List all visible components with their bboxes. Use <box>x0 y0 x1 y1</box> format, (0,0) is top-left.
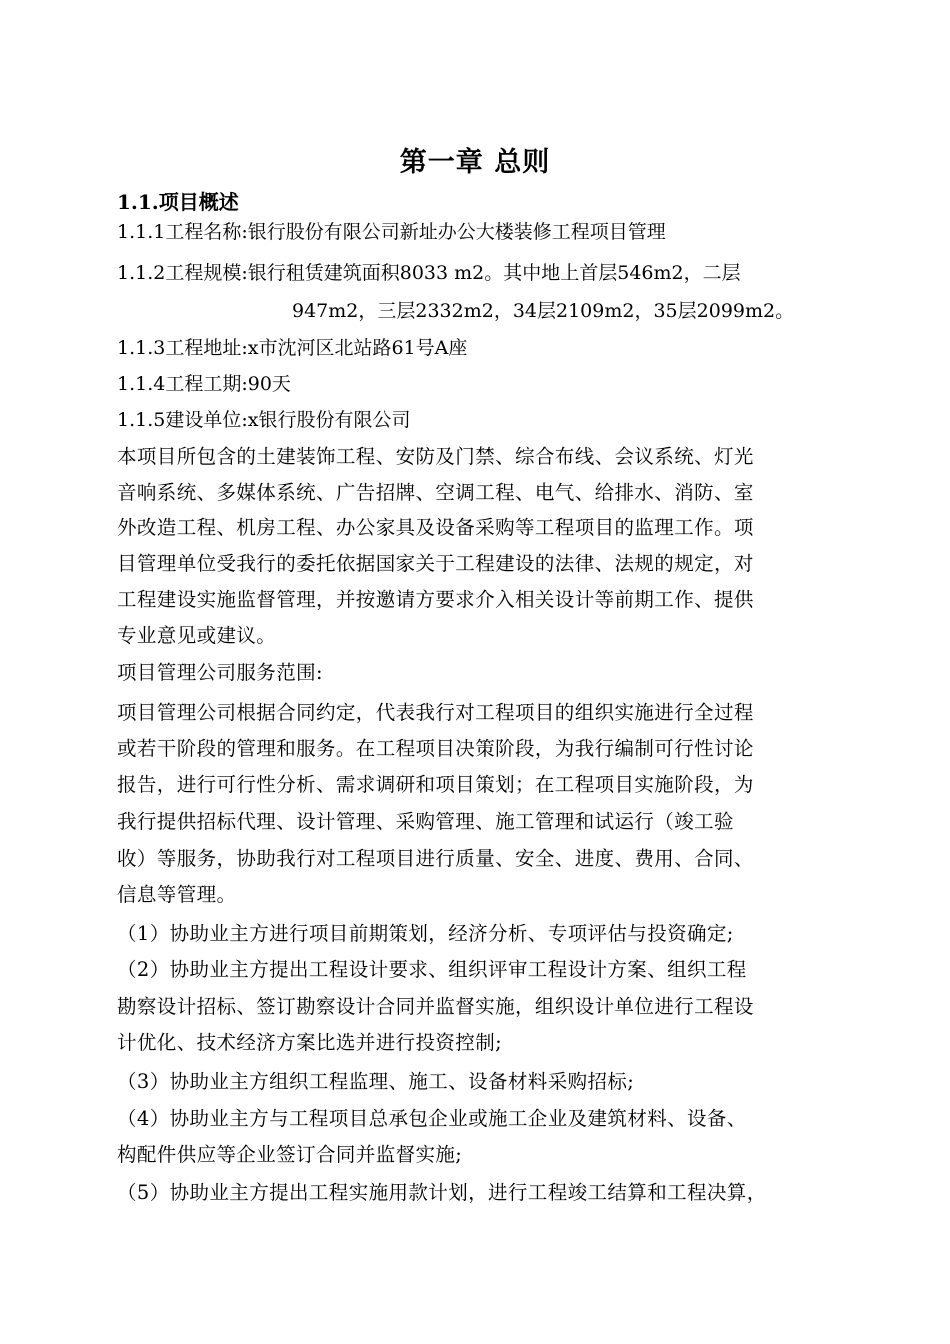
field-construction-unit <box>117 404 410 436</box>
body-line: 勘察设计招标、签订勘察设计合同并监督实施，组织设计单位进行工程设 <box>117 995 754 1018</box>
field-project-name <box>117 216 666 248</box>
body-line: （1）协助业主方进行项目前期策划，经济分析、专项评估与投资确定; <box>117 922 734 945</box>
field-value: 银行股份有限公司新址办公大楼装修工程项目管理 <box>247 221 666 243</box>
body-line: 目管理单位受我行的委托依据国家关于工程建设的法律、法规的规定，对 <box>117 552 754 575</box>
field-value: 90天 <box>247 373 291 395</box>
field-project-address <box>117 332 467 364</box>
field-label: 1.1.3工程地址: <box>117 337 248 359</box>
field-label: 1.1.4工程工期: <box>117 373 248 395</box>
field-label: 1.1.2工程规模: <box>117 262 248 284</box>
field-value: x银行股份有限公司 <box>247 409 411 431</box>
body-line: 外改造工程、机房工程、办公家具及设备采购等工程项目的监理工作。项 <box>117 516 754 539</box>
field-value: x市沈河区北站路61号A座 <box>247 337 468 359</box>
chapter-title: 第一章 总则 <box>399 147 551 178</box>
body-line: 或若干阶段的管理和服务。在工程项目决策阶段，为我行编制可行性讨论 <box>117 737 754 760</box>
field-label: 1.1.5建设单位: <box>117 409 248 431</box>
body-line: 信息等管理。 <box>117 883 237 906</box>
section-title: 1.1.项目概述 <box>117 190 239 214</box>
field-project-scale <box>117 257 741 289</box>
body-line: 报告，进行可行性分析、需求调研和项目策划；在工程项目实施阶段，为 <box>117 773 754 796</box>
field-value: 银行租赁建筑面积8033 m2。其中地上首层546m2，二层 <box>247 262 741 284</box>
field-value-continuation: 947m2，三层2332m2，34层2109m2，35层2099m2。 <box>292 300 795 322</box>
body-line: 计优化、技术经济方案比选并进行投资控制; <box>117 1031 503 1054</box>
body-line: 专业意见或建议。 <box>117 624 277 647</box>
body-line: （3）协助业主方组织工程监理、施工、设备材料采购招标; <box>117 1070 635 1093</box>
body-line: 项目管理公司根据合同约定，代表我行对工程项目的组织实施进行全过程 <box>117 701 754 724</box>
body-line: （4）协助业主方与工程项目总承包企业或施工企业及建筑材料、设备、 <box>117 1107 747 1130</box>
body-line: 本项目所包含的土建装饰工程、安防及门禁、综合布线、会议系统、灯光 <box>117 445 754 468</box>
body-line: 我行提供招标代理、设计管理、采购管理、施工管理和试运行（竣工验 <box>117 810 734 833</box>
body-line: 收）等服务，协助我行对工程项目进行质量、安全、进度、费用、合同、 <box>117 847 754 870</box>
body-line: 项目管理公司服务范围: <box>117 661 323 684</box>
body-line: 音响系统、多媒体系统、广告招牌、空调工程、电气、给排水、消防、室 <box>117 481 754 504</box>
body-line: 工程建设实施监督管理，并按邀请方要求介入相关设计等前期工作、提供 <box>117 588 754 611</box>
body-line: （5）协助业主方提出工程实施用款计划，进行工程竣工结算和工程决算， <box>117 1181 767 1204</box>
field-project-duration <box>117 368 291 400</box>
field-label: 1.1.1工程名称: <box>117 221 248 243</box>
body-line: 构配件供应等企业签订合同并监督实施; <box>117 1143 463 1166</box>
body-line: （2）协助业主方提出工程设计要求、组织评审工程设计方案、组织工程 <box>117 958 747 981</box>
